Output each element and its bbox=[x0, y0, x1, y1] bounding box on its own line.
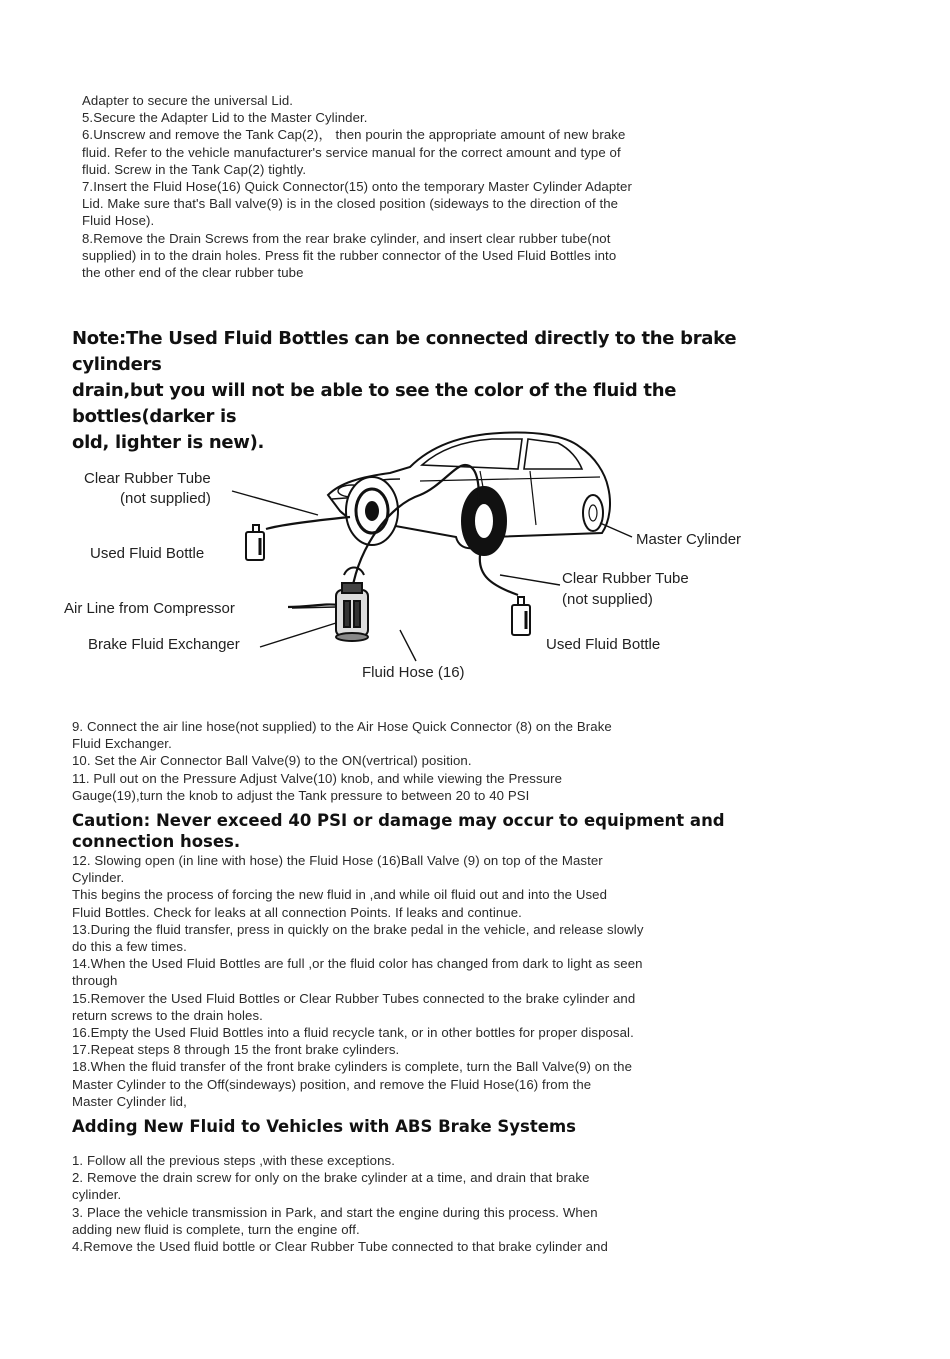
abs-section-heading: Adding New Fluid to Vehicles with ABS Brake Systems bbox=[72, 1117, 576, 1136]
label-clear-rubber-tube-left: Clear Rubber Tube bbox=[84, 470, 211, 487]
label-used-fluid-bottle-right: Used Fluid Bottle bbox=[546, 636, 661, 653]
brake-fluid-exchanger bbox=[336, 568, 368, 642]
text-line: Lid. Make sure that's Ball valve(9) is in the closed position (sideways to the direction of the bbox=[82, 196, 619, 212]
text-line: 17.Repeat steps 8 through 15 the front brake cylinders. bbox=[72, 1042, 400, 1058]
note-line: Note:The Used Fluid Bottles can be connected directly to the brake cylinders bbox=[72, 328, 737, 375]
text-line: Master Cylinder to the Off(sindeways) position, and remove the Fluid Hose(16) from the bbox=[72, 1076, 592, 1092]
label-air-line: Air Line from Compressor bbox=[64, 600, 235, 617]
label-fluid-hose: Fluid Hose (16) bbox=[362, 664, 465, 681]
text-line: 8.Remove the Drain Screws from the rear brake cylinder, and insert clear rubber tube(not bbox=[82, 230, 611, 246]
text-line: Adapter to secure the universal Lid. bbox=[82, 93, 294, 108]
label-not-supplied-left: (not supplied) bbox=[120, 490, 211, 507]
text-line: 5.Secure the Adapter Lid to the Master Cylinder. bbox=[82, 110, 368, 126]
text-line: 18.When the fluid transfer of the front brake cylinders is complete, turn the Ball Valve(9) on the bbox=[72, 1059, 633, 1075]
text-line: Gauge(19),turn the knob to adjust the Tank pressure to between 20 to 40 PSI bbox=[72, 787, 530, 803]
text-line: 1. Follow all the previous steps ,with these exceptions. bbox=[72, 1153, 395, 1168]
text-line: 9. Connect the air line hose(not supplied) to the Air Hose Quick Connector (8) on the Brake bbox=[72, 719, 612, 734]
text-line: fluid. Screw in the Tank Cap(2) tightly. bbox=[82, 161, 307, 177]
label-brake-fluid-exchanger: Brake Fluid Exchanger bbox=[88, 636, 240, 653]
text-line: Fluid Hose). bbox=[82, 213, 155, 229]
brake-fluid-exchange-diagram bbox=[60, 425, 780, 695]
label-not-supplied-right: (not supplied) bbox=[562, 591, 653, 608]
text-line: supplied) in to the drain holes. Press fit the rubber connector of the Used Fluid Bottles into bbox=[82, 247, 617, 263]
text-line: Fluid Bottles. Check for leaks at all connection Points. If leaks and continue. bbox=[72, 904, 522, 920]
label-master-cylinder: Master Cylinder bbox=[636, 531, 742, 548]
text-line: 7.Insert the Fluid Hose(16) Quick Connector(15) onto the temporary Master Cylinder Adapter bbox=[82, 179, 632, 195]
instructions-steps-5-8 bbox=[82, 92, 782, 281]
text-line: do this a few times. bbox=[72, 939, 187, 955]
text-line: 6.Unscrew and remove the Tank Cap(2)， then pourin the appropriate amount of new brake bbox=[82, 127, 626, 143]
text-line: the other end of the clear rubber tube bbox=[82, 265, 304, 281]
text-line: fluid. Refer to the vehicle manufacturer's service manual for the correct amount and type of bbox=[82, 144, 621, 160]
used-fluid-bottle-right bbox=[512, 597, 530, 635]
text-line: cylinder. bbox=[72, 1187, 122, 1203]
text-line: This begins the process of forcing the new fluid in ,and while oil fluid out and into the Used bbox=[72, 887, 608, 903]
text-line: adding new fluid is complete, turn the engine off. bbox=[72, 1221, 360, 1237]
text-line: 11. Pull out on the Pressure Adjust Valve(10) knob, and while viewing the Pressure bbox=[72, 770, 563, 786]
text-line: return screws to the drain holes. bbox=[72, 1007, 263, 1023]
text-line: 2. Remove the drain screw for only on the brake cylinder at a time, and drain that brake bbox=[72, 1170, 590, 1186]
text-line: 3. Place the vehicle transmission in Park, and start the engine during this process. When bbox=[72, 1204, 598, 1220]
used-fluid-bottle-left bbox=[246, 525, 264, 560]
caution-heading bbox=[72, 810, 792, 852]
abs-instructions bbox=[72, 1152, 792, 1255]
note-line: old, lighter is new). bbox=[72, 432, 265, 453]
text-line: 15.Remover the Used Fluid Bottles or Clear Rubber Tubes connected to the brake cylinder and bbox=[72, 990, 636, 1006]
car-illustration bbox=[328, 433, 610, 555]
text-line: 13.During the fluid transfer, press in quickly on the brake pedal in the vehicle, and release slowly bbox=[72, 921, 644, 937]
text-line: through bbox=[72, 973, 118, 989]
caution-line: connection hoses. bbox=[72, 832, 241, 851]
instructions-steps-12-18 bbox=[72, 852, 792, 1110]
text-line: 16.Empty the Used Fluid Bottles into a fluid recycle tank, or in other bottles for proper disposal. bbox=[72, 1025, 634, 1041]
note-line: drain,but you will not be able to see the color of the fluid the bottles(darker is bbox=[72, 380, 677, 427]
text-line: Fluid Exchanger. bbox=[72, 736, 172, 752]
instructions-steps-9-11 bbox=[72, 718, 792, 804]
label-clear-rubber-tube-right: Clear Rubber Tube bbox=[562, 570, 689, 587]
caution-line: Caution: Never exceed 40 PSI or damage may occur to equipment and bbox=[72, 811, 725, 830]
text-line: 12. Slowing open (in line with hose) the Fluid Hose (16)Ball Valve (9) on top of the Master bbox=[72, 853, 603, 868]
text-line: 14.When the Used Fluid Bottles are full ,or the fluid color has changed from dark to light as seen bbox=[72, 956, 643, 972]
text-line: Master Cylinder lid, bbox=[72, 1093, 187, 1109]
text-line: 4.Remove the Used fluid bottle or Clear Rubber Tube connected to that brake cylinder and bbox=[72, 1239, 608, 1255]
text-line: 10. Set the Air Connector Ball Valve(9) to the ON(vertrical) position. bbox=[72, 753, 472, 769]
label-used-fluid-bottle-left: Used Fluid Bottle bbox=[90, 545, 205, 562]
text-line: Cylinder. bbox=[72, 870, 125, 886]
